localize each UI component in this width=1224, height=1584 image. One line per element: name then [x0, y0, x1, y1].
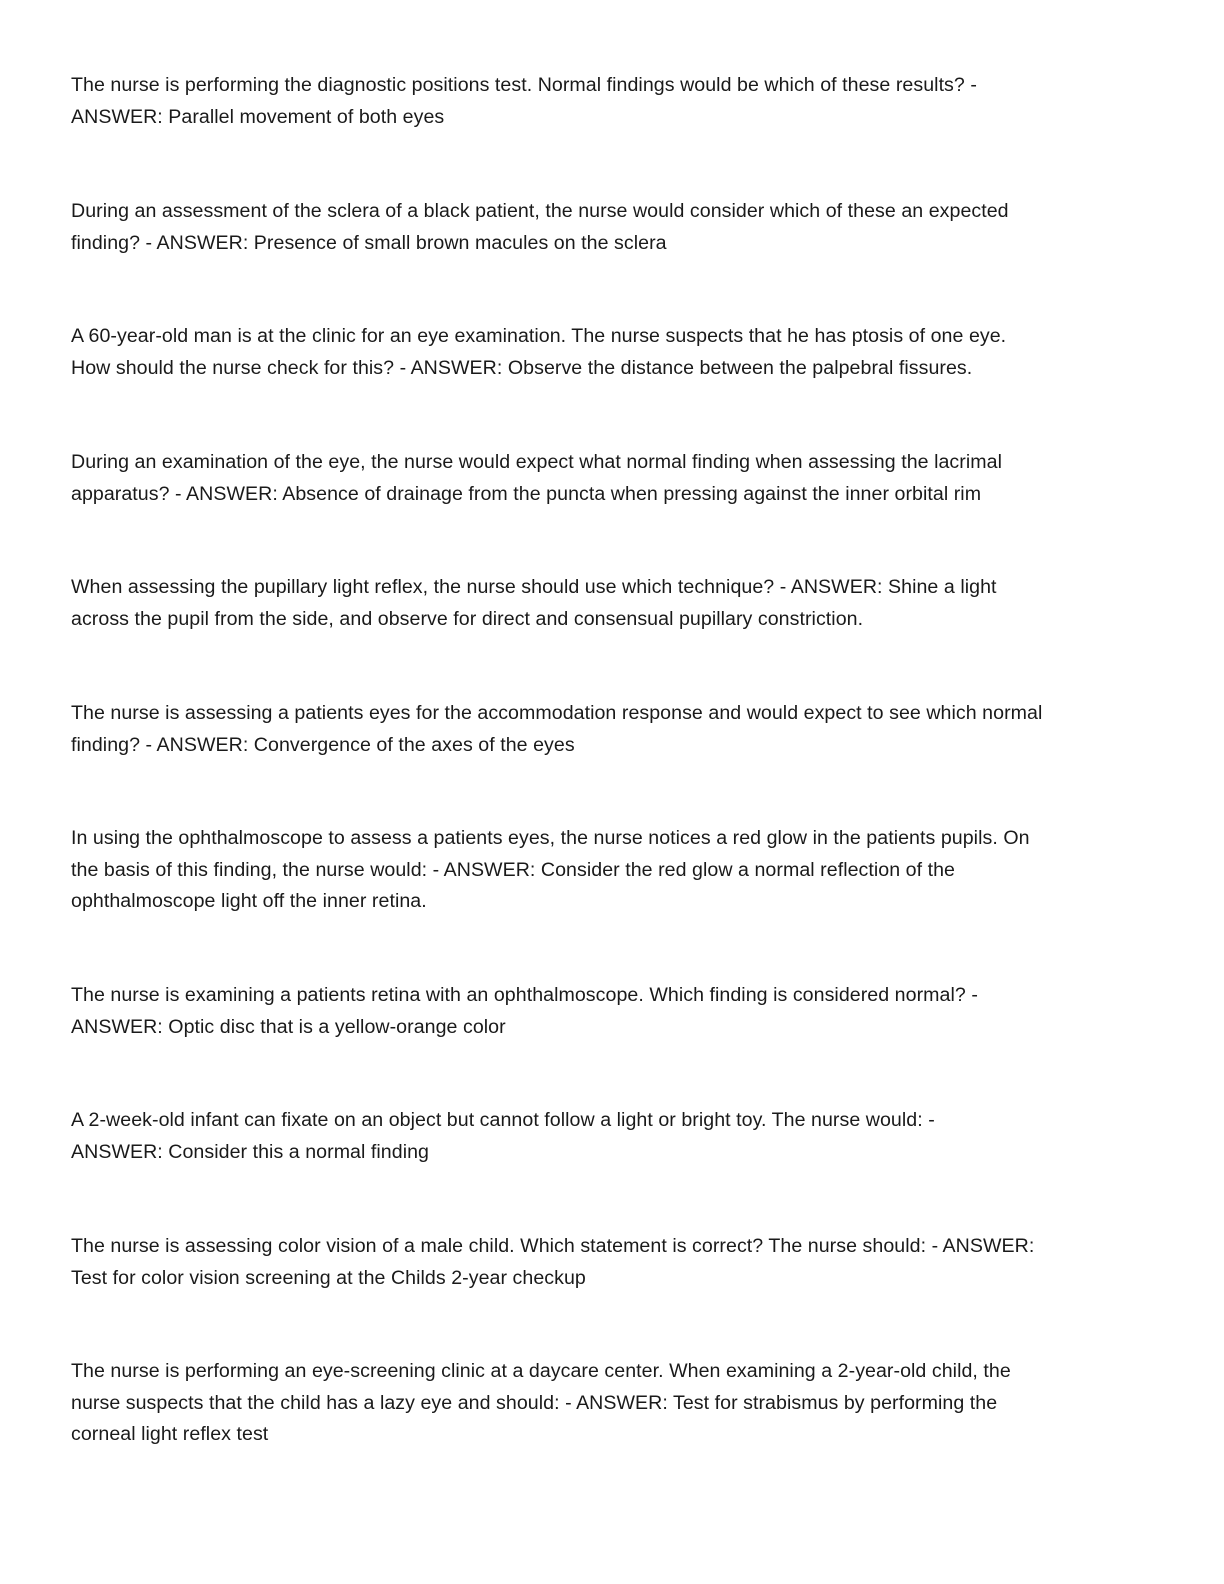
qa-line: nurse suspects that the child has a lazy eye and should: - ANSWER: Test for strabismus by performing the	[71, 1391, 998, 1414]
qa-line: ANSWER: Consider this a normal finding	[71, 1140, 429, 1163]
qa-item-7	[71, 823, 1151, 918]
qa-line: The nurse is performing an eye-screening clinic at a daycare center. When examining a 2-year-old child, the	[71, 1360, 1011, 1382]
qa-item-1	[71, 70, 1151, 133]
qa-line: A 2-week-old infant can fixate on an object but cannot follow a light or bright toy. The nurse would: -	[71, 1109, 935, 1131]
qa-line: across the pupil from the side, and observe for direct and consensual pupillary constriction.	[71, 607, 864, 630]
qa-line: finding? - ANSWER: Presence of small brown macules on the sclera	[71, 231, 667, 254]
qa-line: the basis of this finding, the nurse would: - ANSWER: Consider the red glow a normal reflection of the	[71, 858, 955, 881]
qa-item-2	[71, 196, 1151, 259]
qa-line: During an examination of the eye, the nurse would expect what normal finding when assessing the lacrimal	[71, 451, 1002, 473]
qa-line: The nurse is assessing a patients eyes for the accommodation response and would expect to see which normal	[71, 702, 1043, 724]
qa-line: The nurse is examining a patients retina with an ophthalmoscope. Which finding is considered normal? -	[71, 984, 978, 1006]
qa-line: ophthalmoscope light off the inner retina.	[71, 890, 427, 912]
qa-line: Test for color vision screening at the Childs 2-year checkup	[71, 1266, 586, 1289]
qa-line: corneal light reflex test	[71, 1423, 269, 1445]
qa-item-3	[71, 321, 1151, 384]
qa-line: The nurse is performing the diagnostic positions test. Normal findings would be which of these results? -	[71, 74, 977, 96]
qa-line: When assessing the pupillary light reflex, the nurse should use which technique? - ANSWER: Shine a light	[71, 576, 997, 598]
qa-line: ANSWER: Parallel movement of both eyes	[71, 105, 445, 128]
qa-item-9	[71, 1105, 1151, 1168]
qa-line: During an assessment of the sclera of a black patient, the nurse would consider which of these an expected	[71, 200, 1009, 222]
qa-item-10	[71, 1231, 1151, 1294]
qa-line: The nurse is assessing color vision of a male child. Which statement is correct? The nurse should: - ANSWER:	[71, 1235, 1035, 1257]
qa-line: apparatus? - ANSWER: Absence of drainage from the puncta when pressing against the inner orbital rim	[71, 482, 982, 505]
qa-item-4	[71, 447, 1151, 510]
qa-item-8	[71, 980, 1151, 1043]
qa-line: How should the nurse check for this? - ANSWER: Observe the distance between the palpebral fissures.	[71, 356, 973, 379]
qa-line: In using the ophthalmoscope to assess a patients eyes, the nurse notices a red glow in the patients pupils. On	[71, 827, 1030, 849]
qa-item-11	[71, 1356, 1151, 1451]
qa-item-5	[71, 572, 1151, 635]
qa-line: finding? - ANSWER: Convergence of the axes of the eyes	[71, 733, 575, 756]
qa-line: ANSWER: Optic disc that is a yellow-orange color	[71, 1015, 506, 1038]
qa-item-6	[71, 698, 1151, 761]
qa-line: A 60-year-old man is at the clinic for an eye examination. The nurse suspects that he has ptosis of one eye.	[71, 325, 1007, 347]
